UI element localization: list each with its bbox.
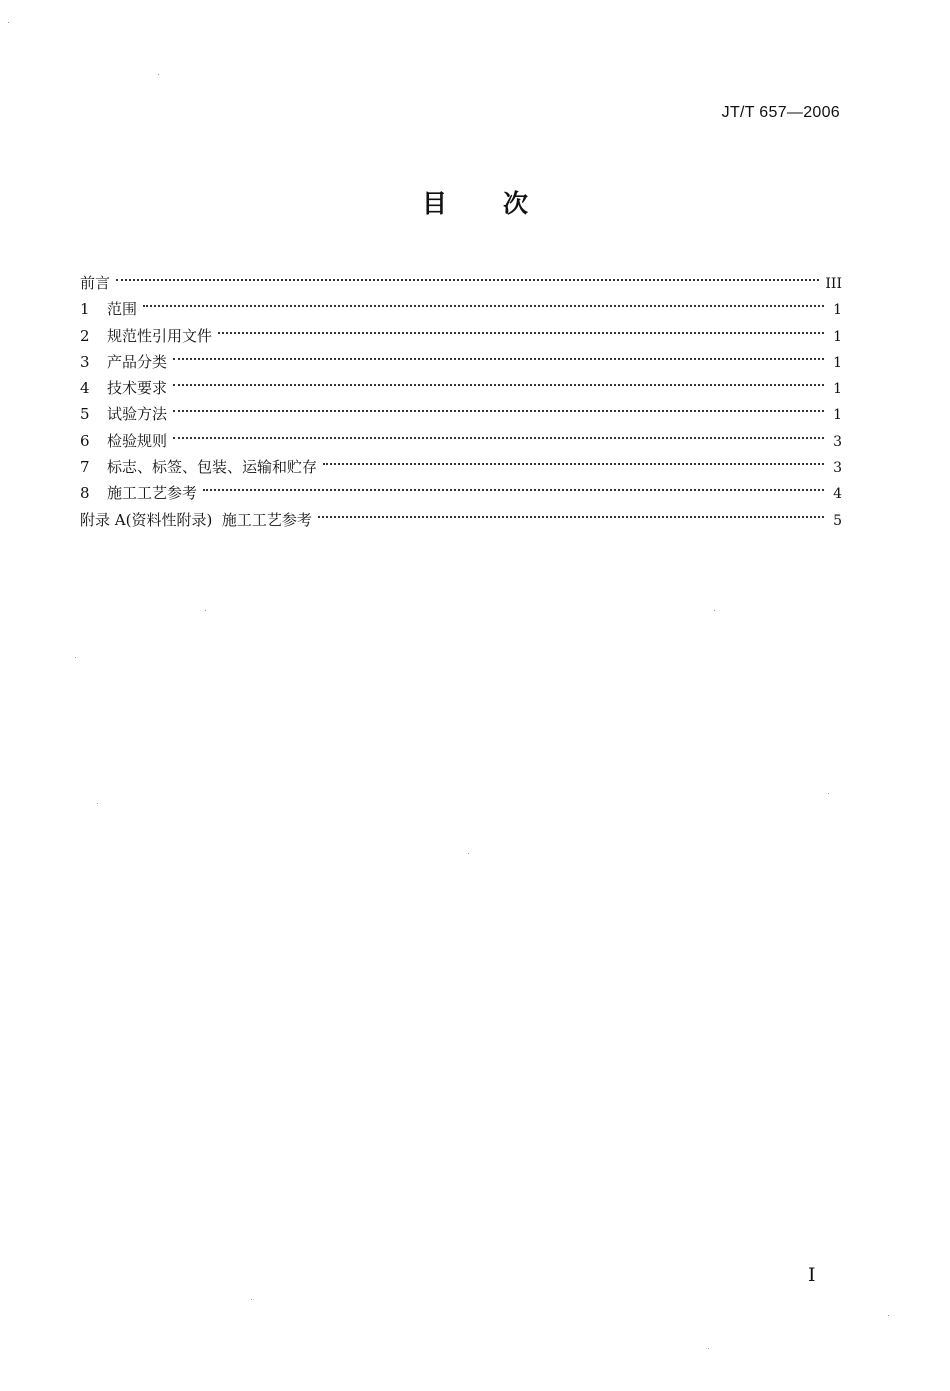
- dot-leader: [318, 499, 824, 525]
- dot-leader: [173, 367, 824, 393]
- dot-leader: [116, 262, 819, 288]
- scan-speck: [251, 1299, 252, 1300]
- toc-entry-6[interactable]: [80, 420, 842, 450]
- toc-entry-number: 4: [80, 379, 90, 398]
- toc-entry-label: 标志、标签、包装、运输和贮存: [107, 458, 318, 477]
- toc-entry-page: 3: [833, 433, 842, 450]
- toc-entry-number: 5: [80, 405, 90, 424]
- dot-leader: [173, 341, 824, 367]
- toc-entry-page: 1: [833, 302, 842, 319]
- toc-entry-label: 范围: [107, 300, 138, 319]
- toc-entry-number: 1: [80, 300, 90, 319]
- scan-speck: [8, 22, 9, 23]
- toc-entry-page: 3: [833, 460, 842, 477]
- scan-speck: [888, 1315, 889, 1316]
- toc-entry-page: 5: [833, 512, 842, 529]
- scan-speck: [97, 803, 98, 804]
- toc-entry-5[interactable]: [80, 393, 842, 424]
- toc-title: [0, 184, 950, 220]
- scan-speck: [75, 657, 76, 658]
- toc-entry-label: 技术要求: [107, 379, 168, 398]
- dot-leader: [323, 446, 824, 472]
- toc-entry-number: 8: [80, 484, 90, 503]
- toc-entry-label: 施工工艺参考: [107, 484, 198, 503]
- toc-entry-number: 6: [80, 431, 90, 450]
- toc-entry-number: 3: [80, 352, 90, 371]
- toc-entry-label: 前言: [80, 274, 111, 292]
- toc-entry-1[interactable]: [80, 288, 842, 319]
- dot-leader: [173, 420, 824, 446]
- scan-speck: [158, 74, 159, 75]
- scan-speck: [828, 793, 829, 794]
- scan-speck: [708, 1348, 709, 1349]
- dot-leader: [218, 315, 824, 341]
- toc-entry-label: 规范性引用文件: [107, 326, 213, 345]
- scan-speck: [205, 610, 206, 611]
- toc-title-char-2: 次: [503, 189, 529, 218]
- toc-entry-4[interactable]: [80, 367, 842, 398]
- toc-entry-page: III: [825, 276, 842, 292]
- toc-title-char-1: 目: [421, 189, 447, 218]
- scan-speck: [468, 853, 469, 854]
- dot-leader: [143, 288, 824, 314]
- toc-entry-3[interactable]: [80, 341, 842, 371]
- toc-entry-label: 附录 A(资料性附录) 施工工艺参考: [80, 510, 312, 529]
- standard-code: JT/T 657—2006: [721, 104, 840, 121]
- toc-entry-page: 4: [833, 486, 842, 503]
- toc-entry-page: 1: [833, 381, 842, 398]
- page-number: I: [808, 1264, 816, 1286]
- toc-entry-page: 1: [833, 328, 842, 345]
- toc-entry-page: 1: [833, 354, 842, 371]
- toc-entry-7[interactable]: [80, 446, 842, 477]
- dot-leader: [173, 393, 824, 419]
- toc-entry-number: 7: [80, 458, 90, 477]
- toc-entry-foreword[interactable]: [80, 262, 842, 292]
- toc-entry-label: 试验方法: [107, 405, 168, 424]
- toc-entry-number: 2: [80, 326, 90, 345]
- toc-entry-label: 检验规则: [107, 431, 168, 450]
- toc-entry-2[interactable]: [80, 315, 842, 345]
- toc-entry-label: 产品分类: [107, 352, 168, 371]
- toc-entry-page: 1: [833, 407, 842, 424]
- scan-speck: [714, 610, 715, 611]
- table-of-contents: [80, 262, 842, 529]
- dot-leader: [203, 472, 824, 498]
